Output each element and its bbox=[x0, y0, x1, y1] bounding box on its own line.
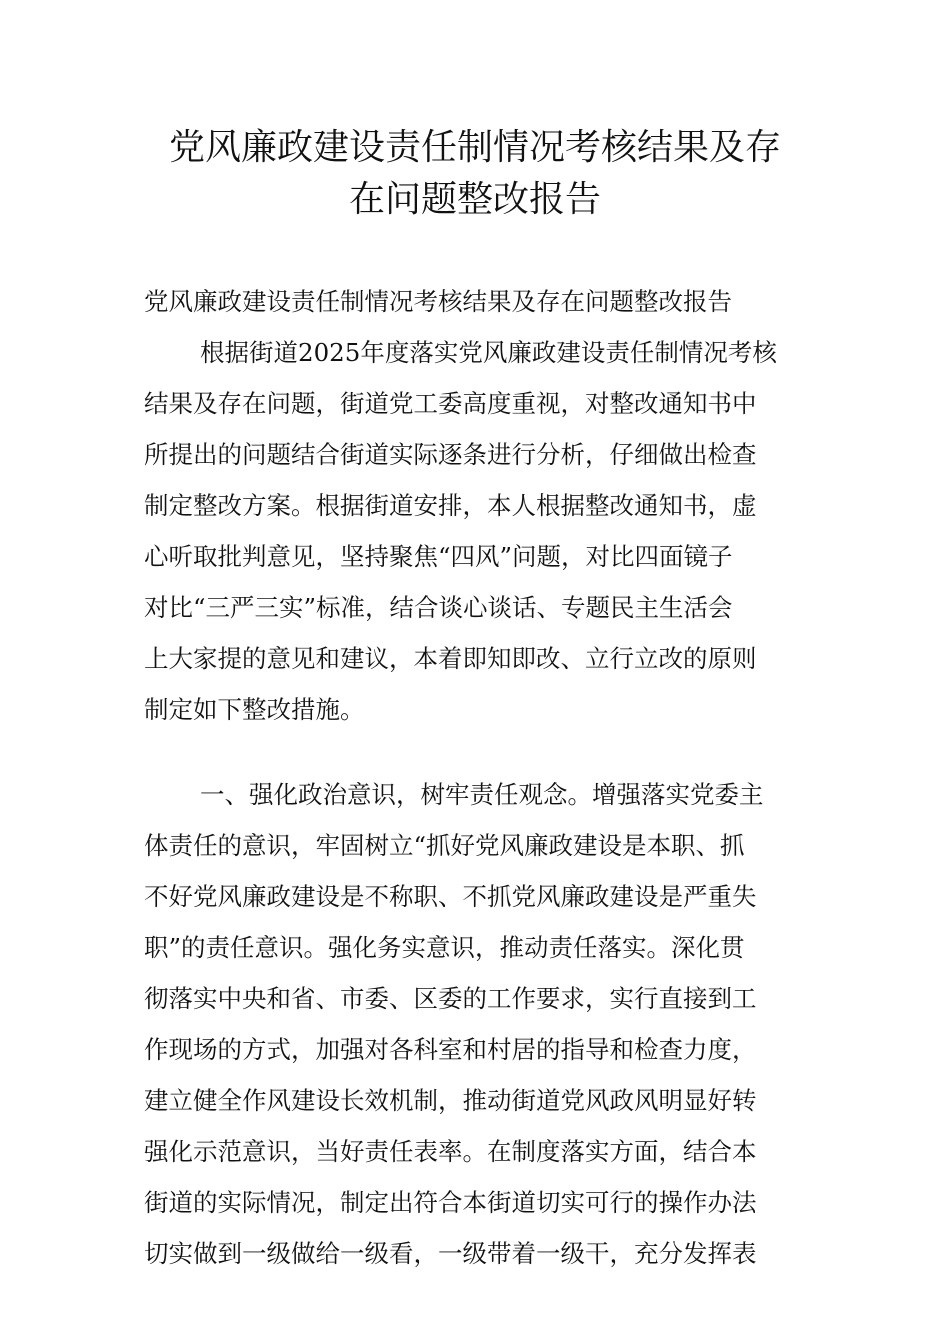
paragraph-line: 建立健全作风建设长效机制，推动街道党风政风明显好转 bbox=[144, 1086, 757, 1115]
paragraph-1 bbox=[144, 331, 814, 739]
paragraph-line: 切实做到一级做给一级看，一级带着一级干，充分发挥表 bbox=[144, 1239, 757, 1268]
paragraph-line: 职”的责任意识。强化务实意识，推动责任落实。深化贯 bbox=[144, 933, 745, 962]
paragraph-line: 强化示范意识，当好责任表率。在制度落实方面，结合本 bbox=[144, 1137, 757, 1166]
paragraph-line: 所提出的问题结合街道实际逐条进行分析，仔细做出检查 bbox=[144, 440, 757, 469]
title-line-2: 在问题整改报告 bbox=[348, 179, 601, 220]
paragraph-line: 上大家提的意见和建议，本着即知即改、立行立改的原则 bbox=[144, 644, 757, 673]
subtitle-line: 党风廉政建设责任制情况考核结果及存在问题整改报告 bbox=[144, 287, 732, 316]
paragraph-line: 制定如下整改措施。 bbox=[144, 695, 365, 724]
paragraph-line: 彻落实中央和省、市委、区委的工作要求，实行直接到工 bbox=[144, 984, 757, 1013]
paragraph-line: 根据街道2025年度落实党风廉政建设责任制情况考核 bbox=[200, 338, 777, 367]
title-line-1: 党风廉政建设责任制情况考核结果及存 bbox=[168, 127, 781, 168]
document-body bbox=[144, 280, 814, 1283]
paragraph-line: 对比“三严三实”标准，结合谈心谈话、专题民主生活会 bbox=[144, 593, 733, 622]
document-title bbox=[120, 122, 830, 226]
paragraph-line: 体责任的意识，牢固树立“抓好党风廉政建设是本职、抓 bbox=[144, 831, 745, 860]
paragraph-line: 一、强化政治意识，树牢责任观念。增强落实党委主 bbox=[200, 780, 764, 809]
paragraph-line: 不好党风廉政建设是不称职、不抓党风廉政建设是严重失 bbox=[144, 882, 757, 911]
paragraph-line: 心听取批判意见，坚持聚焦“四风”问题，对比四面镜子 bbox=[144, 542, 733, 571]
paragraph-line: 街道的实际情况，制定出符合本街道切实可行的操作办法 bbox=[144, 1188, 757, 1217]
paragraph-line: 作现场的方式，加强对各科室和村居的指导和检查力度， bbox=[144, 1035, 757, 1064]
paragraph-line: 制定整改方案。根据街道安排，本人根据整改通知书，虚 bbox=[144, 491, 757, 520]
paragraph-line: 结果及存在问题，街道党工委高度重视，对整改通知书中 bbox=[144, 389, 757, 418]
paragraph-spacer bbox=[144, 739, 814, 773]
paragraph-2 bbox=[144, 773, 814, 1283]
